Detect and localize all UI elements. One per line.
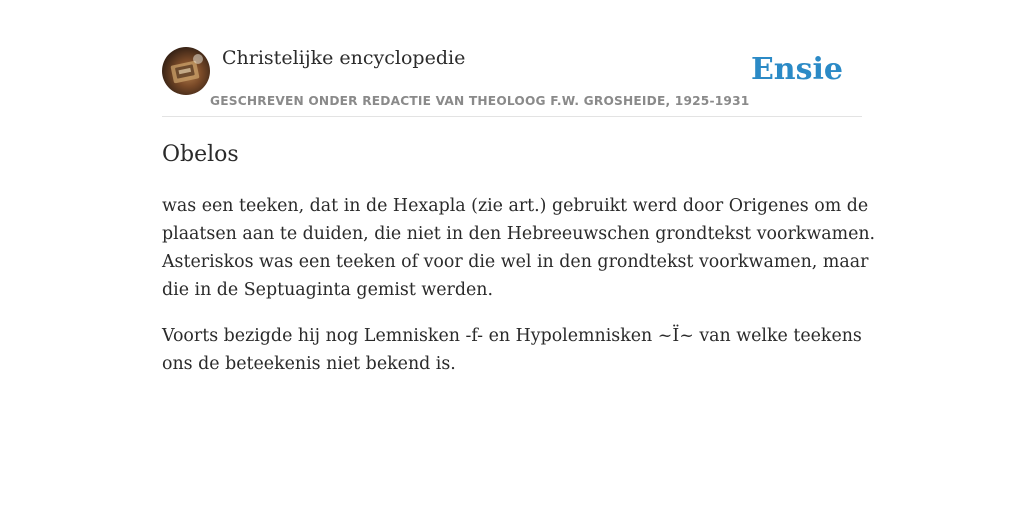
book-cover-graphic xyxy=(162,47,210,95)
article-title: Obelos xyxy=(162,142,239,167)
brand-logo[interactable]: Ensie xyxy=(750,52,843,87)
site-subtitle: GESCHREVEN ONDER REDACTIE VAN THEOLOOG F.W. GROSHEIDE, 1925-1931 xyxy=(210,94,750,108)
paragraph xyxy=(162,192,876,304)
site-title[interactable]: Christelijke encyclopedie xyxy=(222,47,466,69)
paragraph-line: die in de Septuaginta gemist werden. xyxy=(162,280,493,300)
book-cover-icon[interactable] xyxy=(162,47,210,95)
paragraph-line: Voorts bezigde hij nog Lemnisken -f- en Hypolemnisken ~Ï~ van welke teekens xyxy=(162,326,862,346)
paragraph-line: was een teeken, dat in de Hexapla (zie art.) gebruikt werd door Origenes om de xyxy=(162,196,869,216)
paragraph xyxy=(162,322,862,378)
paragraph-line: ons de beteekenis niet bekend is. xyxy=(162,354,456,374)
paragraph-line: Asteriskos was een teeken of voor die wel in den grondtekst voorkwamen, maar xyxy=(162,252,869,272)
article-body xyxy=(162,192,876,396)
site-header xyxy=(162,46,862,117)
paragraph-line: plaatsen aan te duiden, die niet in den Hebreeuwschen grondtekst voorkwamen. xyxy=(162,224,876,244)
